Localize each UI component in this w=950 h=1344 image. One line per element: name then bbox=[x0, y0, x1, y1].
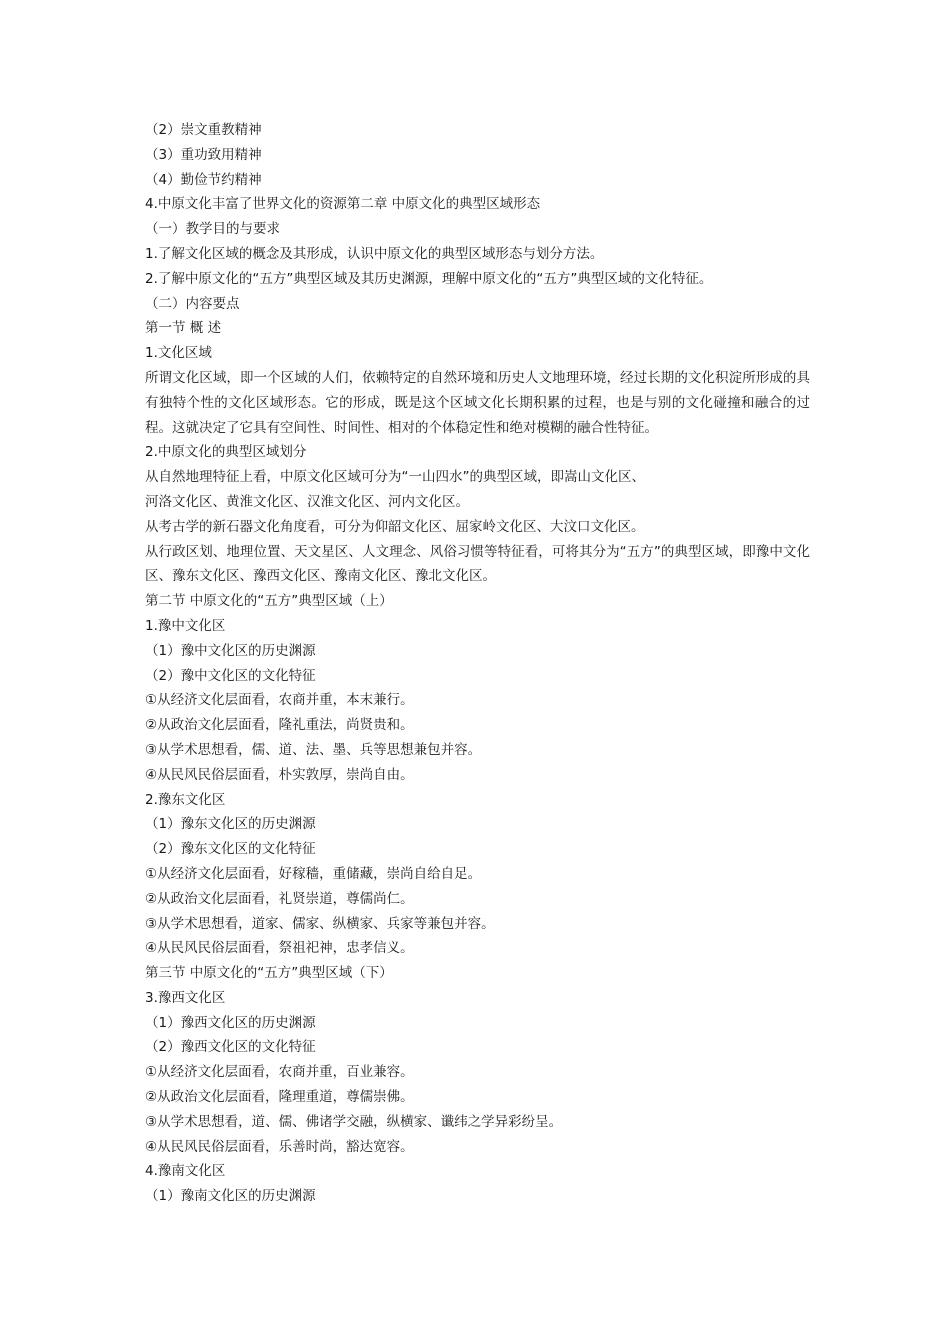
text-line: ②从政治文化层面看，礼贤崇道，尊儒尚仁。 bbox=[145, 890, 414, 907]
chapter-heading-line: 4.中原文化丰富了世界文化的资源第二章 中原文化的典型区域形态 bbox=[145, 196, 541, 213]
text-line: （1）豫西文化区的历史渊源 bbox=[145, 1014, 316, 1031]
text-line: 1.豫中文化区 bbox=[145, 617, 226, 634]
text-line: ②从政治文化层面看，隆礼重法，尚贤贵和。 bbox=[145, 717, 414, 734]
text-line: ④从民风民俗层面看，乐善时尚，豁达宽容。 bbox=[145, 1138, 414, 1155]
text-line: 2.豫东文化区 bbox=[145, 791, 226, 808]
text-line: （1）豫中文化区的历史渊源 bbox=[145, 642, 316, 659]
text-line: 2.了解中原文化的“五方”典型区域及其历史渊源，理解中原文化的“五方”典型区域的文化特征。 bbox=[145, 270, 713, 287]
section-heading: 第一节 概 述 bbox=[145, 320, 222, 337]
text-line: ②从政治文化层面看，隆理重道，尊儒崇佛。 bbox=[145, 1089, 414, 1106]
text-line: ③从学术思想看，道家、儒家、纵横家、兵家等兼包并容。 bbox=[145, 915, 495, 932]
text-line: ④从民风民俗层面看，祭祖祀神，忠孝信义。 bbox=[145, 940, 414, 957]
text-line: 1.文化区域 bbox=[145, 345, 212, 362]
text-line: （一）教学目的与要求 bbox=[145, 221, 280, 238]
text-line: （2）豫西文化区的文化特征 bbox=[145, 1039, 316, 1056]
text-line: 1.了解文化区域的概念及其形成，认识中原文化的典型区域形态与划分方法。 bbox=[145, 245, 604, 262]
text-line: 3.豫西文化区 bbox=[145, 989, 226, 1006]
paragraph-culture-region: 所谓文化区域，即一个区域的人们，依赖特定的自然环境和历史人文地理环境，经过长期的文化积淀所形成的具有独特个性的文化区域形态。它的形成，既是这个区域文化长期积累的过程，也是与别的文化碰撞和融合的过程。这就决定了它具有空间性、时间性、相对的个体稳定性和绝对模糊的融合性特征。 bbox=[145, 369, 810, 436]
text-line: ①从经济文化层面看，好稼穑，重储藏，崇尚自给自足。 bbox=[145, 865, 482, 882]
text-line: （2）豫东文化区的文化特征 bbox=[145, 841, 316, 858]
text-line: 2.中原文化的典型区域划分 bbox=[145, 444, 307, 461]
text-line: ③从学术思想看，道、儒、佛诸学交融，纵横家、谶纬之学异彩纷呈。 bbox=[145, 1113, 563, 1130]
section-heading: 第三节 中原文化的“五方”典型区域（下） bbox=[145, 965, 393, 982]
text-line: （1）豫南文化区的历史渊源 bbox=[145, 1188, 316, 1205]
text-line: 从自然地理特征上看，中原文化区域可分为“一山四水”的典型区域，即嵩山文化区、 bbox=[145, 469, 645, 486]
text-line: （二）内容要点 bbox=[145, 295, 240, 312]
document-page bbox=[145, 118, 810, 1209]
text-line: 从考古学的新石器文化角度看，可分为仰韶文化区、屈家岭文化区、大汶口文化区。 bbox=[145, 518, 645, 535]
text-line: ①从经济文化层面看，农商并重，本末兼行。 bbox=[145, 692, 414, 709]
text-line: （2）豫中文化区的文化特征 bbox=[145, 667, 316, 684]
text-line: （3）重功致用精神 bbox=[145, 146, 262, 163]
text-line: ③从学术思想看，儒、道、法、墨、兵等思想兼包并容。 bbox=[145, 741, 482, 758]
text-line: 河洛文化区、黄淮文化区、汉淮文化区、河内文化区。 bbox=[145, 493, 469, 510]
text-line: （1）豫东文化区的历史渊源 bbox=[145, 816, 316, 833]
text-line: 4.豫南文化区 bbox=[145, 1163, 226, 1180]
text-line: （4）勤俭节约精神 bbox=[145, 171, 262, 188]
paragraph-five-regions: 从行政区划、地理位置、天文星区、人文理念、风俗习惯等特征看，可将其分为“五方”的典型区域，即豫中文化区、豫东文化区、豫西文化区、豫南文化区、豫北文化区。 bbox=[145, 543, 810, 585]
section-heading: 第二节 中原文化的“五方”典型区域（上） bbox=[145, 593, 393, 610]
text-line: ①从经济文化层面看，农商并重，百业兼容。 bbox=[145, 1064, 414, 1081]
text-line: （2）崇文重教精神 bbox=[145, 122, 262, 138]
text-line: ④从民风民俗层面看，朴实敦厚，崇尚自由。 bbox=[145, 766, 414, 783]
